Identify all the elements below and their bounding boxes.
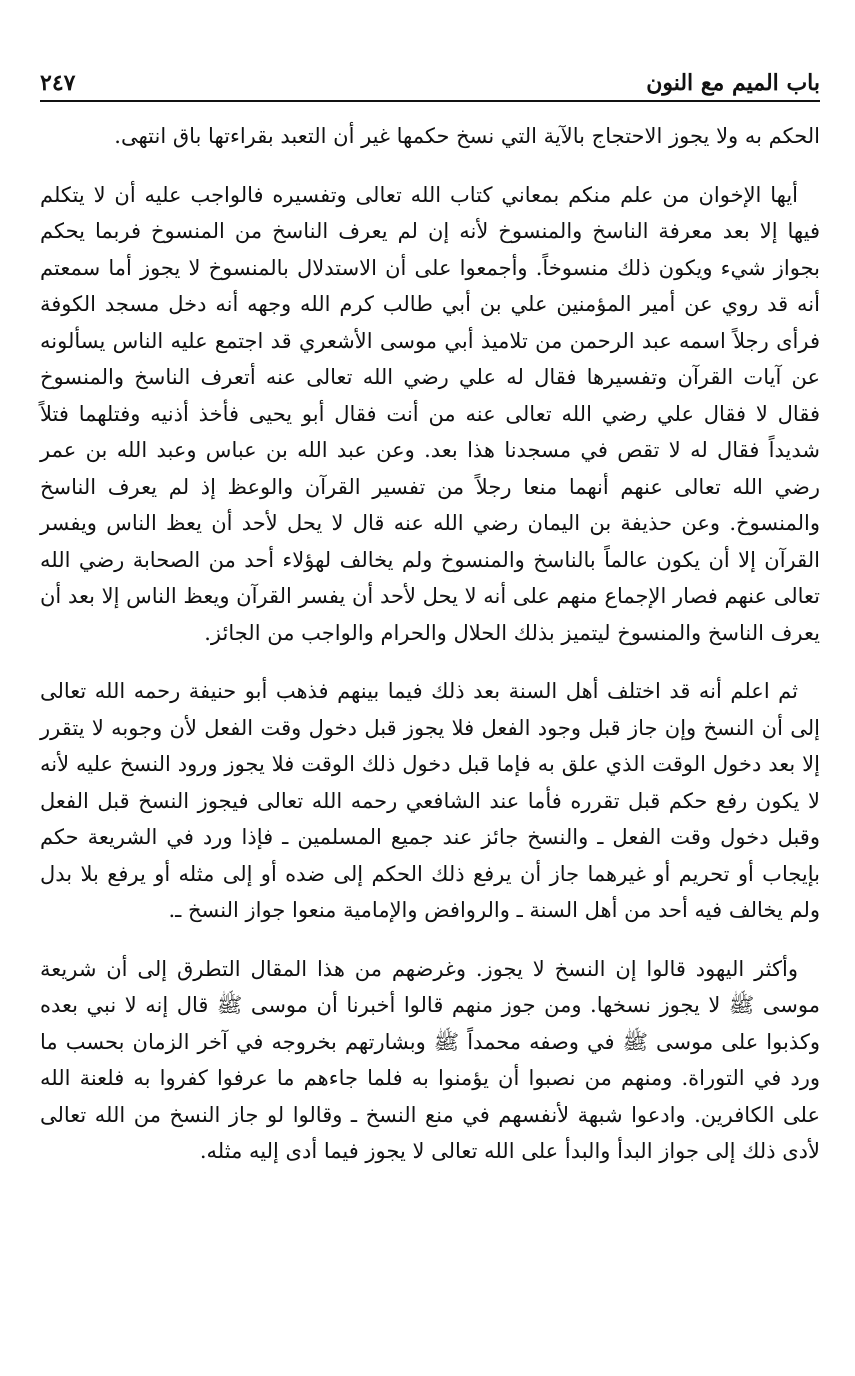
paragraph-3: ثم اعلم أنه قد اختلف أهل السنة بعد ذلك فيما بينهم فذهب أبو حنيفة رحمه الله تعالى إلى أن النسخ وإن جاز قبل وجود الفعل فلا يجوز قبل دخول وقت الفعل لأن وجوبه لا يتقرر إلا بعد دخول الوقت الذي علق به فإما قبل دخول ذلك الوقت فلا يجوز ورود النسخ عليه لأنه لا يكون رفع حكم قبل تقرره فأما عند الشافعي رحمه الله تعالى فيجوز النسخ قبل الفعل وقبل دخول وقت الفعل ـ والنسخ جائز عند جميع المسلمين ـ فإذا ورد في الشريعة حكم بإيجاب أو تحريم أو غيرهما جاز أن يرفع ذلك الحكم إلى ضده أو إلى مثله أو يرفع بلا بدل ولم يخالف فيه أحد من أهل السنة ـ والروافض والإمامية منعوا جواز النسخ ـ. xyxy=(40,679,820,922)
body-text xyxy=(40,118,820,1192)
page-number: ٢٤٧ xyxy=(40,70,76,96)
running-header xyxy=(40,58,820,102)
paragraph-4: وأكثر اليهود قالوا إن النسخ لا يجوز. وغرضهم من هذا المقال التطرق إلى أن شريعة موسى ﷺ لا يجوز نسخها. ومن جوز منهم قالوا أخبرنا أن موسى ﷺ قال إنه لا نبي بعده وكذبوا على موسى ﷺ في وصفه محمداً ﷺ وبشارتهم بخروجه في آخر الزمان بحسب ما ورد في التوراة. ومنهم من نصبوا أن يؤمنوا به فلما جاءهم ما عرفوا كفروا به فلعنة الله على الكافرين. وادعوا شبهة لأنفسهم في منع النسخ ـ وقالوا لو جاز النسخ من الله تعالى لأدى ذلك إلى جواز البدأ والبدأ على الله تعالى لا يجوز فيما أدى إليه مثله. xyxy=(40,956,820,1163)
chapter-title: باب الميم مع النون xyxy=(646,70,820,96)
book-page xyxy=(40,0,820,1376)
paragraph-2: أيها الإخوان من علم منكم بمعاني كتاب الله تعالى وتفسيره فالواجب عليه أن لا يتكلم فيها إلا بعد معرفة الناسخ والمنسوخ لأنه إن لم يعرف الناسخ من المنسوخ فربما يحكم بجواز شيء ويكون ذلك منسوخاً. وأجمعوا على أن الاستدلال بالمنسوخ لا يجوز أما سمعتم أنه قد روي عن أمير المؤمنين علي بن أبي طالب كرم الله وجهه أنه دخل مسجد الكوفة فرأى رجلاً اسمه عبد الرحمن من تلاميذ أبي موسى الأشعري قد اجتمع عليه الناس يسألونه عن آيات القرآن وتفسيرها فقال له علي رضي الله تعالى عنه أتعرف الناسخ والمنسوخ فقال لا فقال علي رضي الله تعالى عنه من أنت فقال أبو يحيى فأخذ أذنيه وفتلهما فتلاً شديداً فقال له لا تقص في مسجدنا هذا بعد. وعن عبد الله بن عباس وعبد الله بن عمر رضي الله تعالى عنهم أنهما منعا رجلاً من تفسير القرآن والوعظ إذ لم يعرف الناسخ والمنسوخ. وعن حذيفة بن اليمان رضي الله عنه قال لا يحل لأحد أن يعظ الناس ويفسر القرآن إلا أن يكون عالماً بالناسخ والمنسوخ ولم يخالف لهؤلاء أحد من الصحابة رضي الله تعالى عنهم فصار الإجماع منهم على أنه لا يحل لأحد أن يفسر القرآن ويعظ الناس إلا بعد أن يعرف الناسخ والمنسوخ ليتميز بذلك الحلال والحرام والواجب من الجائز. xyxy=(40,182,820,645)
paragraph-1: الحكم به ولا يجوز الاحتجاج بالآية التي نسخ حكمها غير أن التعبد بقراءتها باق انتهى. xyxy=(114,124,820,148)
